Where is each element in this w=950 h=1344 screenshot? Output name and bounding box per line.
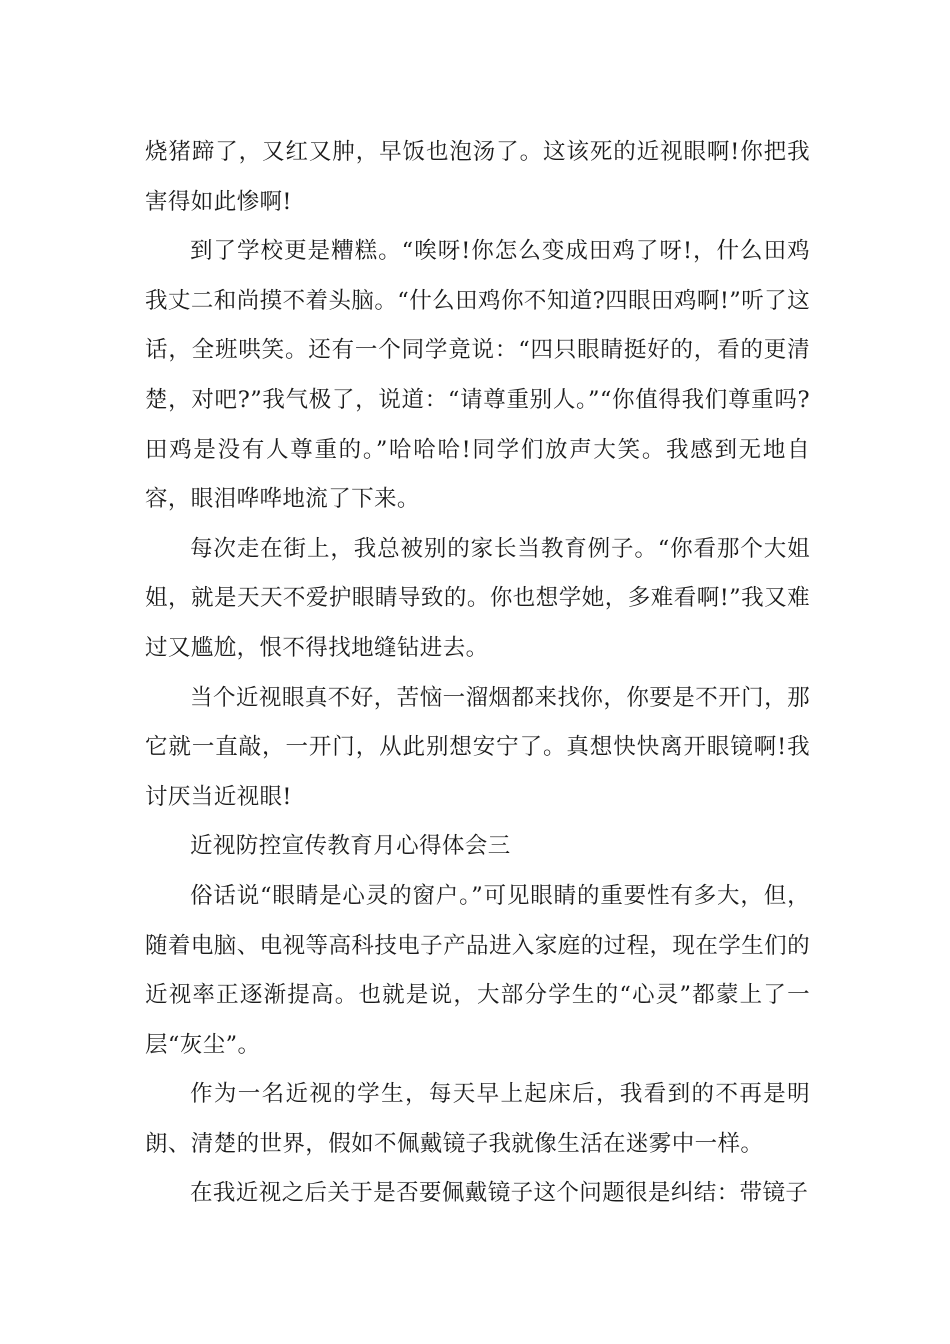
paragraph-7: 在我近视之后关于是否要佩戴镜子这个问题很是纠结：带镜子	[190, 1180, 809, 1207]
paragraph-4: 当个近视眼真不好，苦恼一溜烟都来找你，你要是不开门，那它就一直敲，一开门，从此别想安宁了。真想快快离开眼镜啊!我讨厌当近视眼!	[145, 684, 810, 810]
section-heading: 近视防控宣传教育月心得体会三	[190, 833, 511, 860]
paragraph-3: 每次走在街上，我总被别的家长当教育例子。“你看那个大姐姐，就是天天不爱护眼睛导致的。你也想学她，多难看啊!”我又难过又尴尬，恨不得找地缝钻进去。	[145, 535, 810, 661]
paragraph-1: 烧猪蹄了，又红又肿，早饭也泡汤了。这该死的近视眼啊!你把我害得如此惨啊!	[145, 139, 810, 215]
paragraph-2: 到了学校更是糟糕。“唉呀!你怎么变成田鸡了呀!，什么田鸡我丈二和尚摸不着头脑。“什么田鸡你不知道?四眼田鸡啊!”听了这话，全班哄笑。还有一个同学竟说：“四只眼睛挺好的，看的更清楚，对吧?”我气极了，说道：“请尊重别人。”“你值得我们尊重吗?田鸡是没有人尊重的。”哈哈哈!同学们放声大笑。我感到无地自容，眼泪哗哗地流了下来。	[145, 238, 810, 513]
paragraph-5: 俗话说“眼睛是心灵的窗户。”可见眼睛的重要性有多大，但，随着电脑、电视等高科技电子产品进入家庭的过程，现在学生们的近视率正逐渐提高。也就是说，大部分学生的“心灵”都蒙上了一层“灰尘”。	[145, 882, 810, 1058]
document-body	[145, 128, 810, 1219]
paragraph-6: 作为一名近视的学生，每天早上起床后，我看到的不再是明朗、清楚的世界，假如不佩戴镜子我就像生活在迷雾中一样。	[145, 1081, 810, 1157]
